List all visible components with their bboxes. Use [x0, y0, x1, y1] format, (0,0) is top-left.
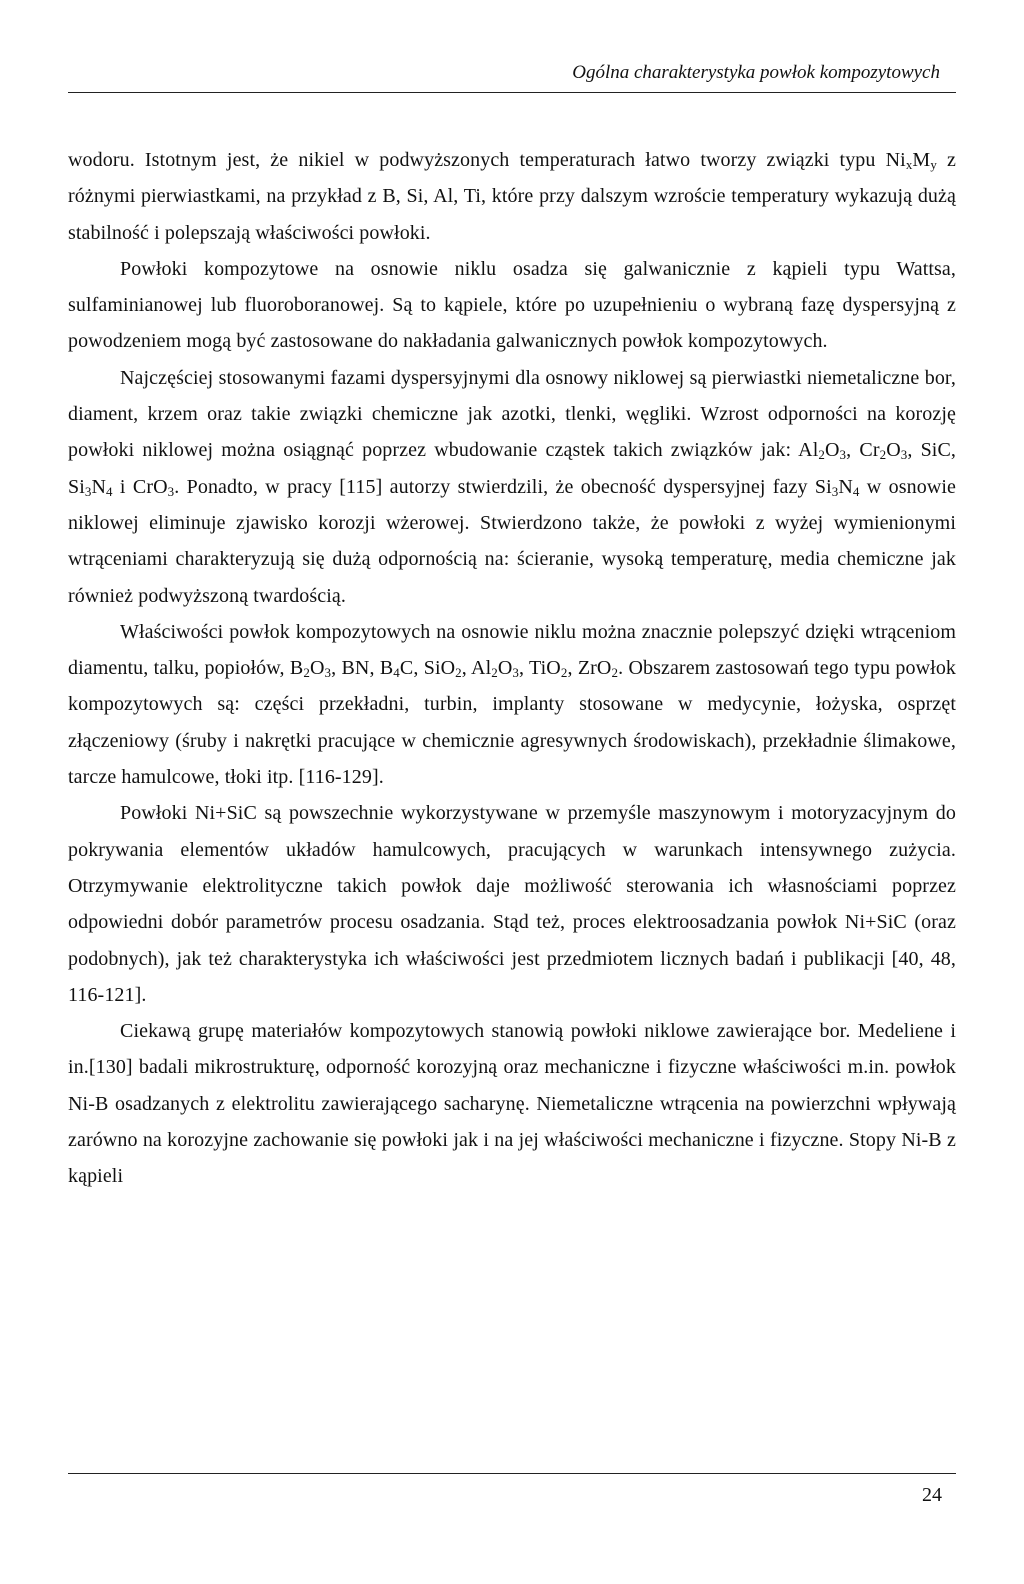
subscript: 2	[879, 447, 887, 463]
text-run: . Ponadto, w pracy [115] autorzy stwierdzili, że obecność dyspersyjnej fazy Si	[174, 475, 832, 498]
paragraph	[68, 251, 956, 360]
text-run: z różnymi pierwiastkami, na przykład z B, Si, Al, Ti, które przy dalszym wzroście temperatury wykazują dużą stabilność i polepszają właściwości powłoki.	[68, 149, 957, 244]
header-rule	[68, 92, 956, 93]
running-header: Ogólna charakterystyka powłok kompozytowych	[572, 62, 940, 83]
subscript: 3	[84, 483, 92, 499]
text-run: Powłoki kompozytowe na osnowie niklu osadza się galwanicznie z kąpieli typu Wattsa, sulfaminianowej lub fluoroboranowej. Są to kąpiele, które po uzupełnieniu o wybraną fazę dyspersyjną z powodzeniem mogą być zastosowane do nakładania galwanicznych powłok kompozytowych.	[68, 257, 956, 353]
subscript: 4	[852, 483, 860, 499]
subscript: x	[905, 157, 913, 172]
subscript: y	[930, 157, 937, 172]
text-run: . Obszarem zastosowań tego typu powłok kompozytowych są: części przekładni, turbin, implanty stosowane w medycynie, łożyska, osprzęt złączeniowy (śruby i nakrętki pracujące w chemicznie agresywnych środowiskach), przekładnie ślimakowe, tarcze hamulcowe, tłoki itp. [116-129].	[68, 657, 957, 789]
subscript: 3	[839, 447, 847, 463]
subscript: 4	[393, 665, 400, 681]
text-run: M	[912, 149, 931, 171]
text-run: O	[309, 657, 325, 680]
text-run: , TiO	[519, 657, 561, 680]
text-run: O	[886, 439, 901, 462]
text-run: N	[91, 475, 107, 498]
subscript: 2	[560, 665, 568, 681]
text-run: N	[838, 475, 853, 498]
text-run: Ciekawą grupę materiałów kompozytowych stanowią powłoki niklowe zawierające bor. Medeliene i in.[130] badali mikrostrukturę, odporność korozyjną oraz mechaniczne i fizyczne właściwości m.in. powłok Ni-B osadzanych z elektrolitu zawierającego sacharynę. Niemetaliczne wtrącenia na powierzchni wpływają zarówno na korozyjne zachowanie się powłoki jak i na jej właściwości mechaniczne i fizyczne. Stopy Ni-B z kąpieli	[68, 1020, 956, 1188]
text-run: , Cr	[846, 439, 880, 462]
text-run: C, SiO	[399, 657, 456, 680]
paragraph	[68, 1013, 956, 1194]
subscript: 4	[106, 483, 113, 499]
paragraph	[68, 360, 956, 614]
text-run: i CrO	[112, 475, 168, 498]
paragraph	[68, 142, 956, 251]
subscript: 3	[512, 665, 520, 681]
text-run: , ZrO	[567, 657, 612, 680]
text-run: Powłoki Ni+SiC są powszechnie wykorzystywane w przemyśle maszynowym i motoryzacyjnym do pokrywania elementów układów hamulcowych, pracujących w warunkach intensywnego zużycia. Otrzymywanie elektrolityczne takich powłok daje możliwość sterowania ich własnościami poprzez odpowiedni dobór parametrów procesu osadzania. Stąd też, proces elektroosadzania powłok Ni+SiC (oraz podobnych), jak też charakterystyka ich właściwości jest przedmiotem licznych badań i publikacji [40, 48, 116-121].	[68, 802, 956, 1006]
subscript: 3	[167, 483, 175, 499]
text-run: , SiC, Si	[68, 439, 956, 498]
subscript: 2	[491, 665, 498, 681]
text-run: wodoru. Istotnym jest, że nikiel w podwyższonych temperaturach łatwo tworzy związki typu Ni	[68, 149, 906, 171]
paragraph	[68, 614, 956, 795]
paragraph	[68, 795, 956, 1013]
text-run: O	[497, 657, 513, 680]
subscript: 3	[324, 665, 332, 681]
text-run: , BN, B	[331, 657, 394, 680]
text-run: Najczęściej stosowanymi fazami dyspersyjnymi dla osnowy niklowej są pierwiastki niemetaliczne bor, diament, krzem oraz takie związki chemiczne jak azotki, tlenki, węgliki. Wzrost odporności na korozję powłoki niklowej można osiągnąć poprzez wbudowanie cząstek takich związków jak: Al	[68, 366, 956, 462]
subscript: 2	[818, 447, 825, 463]
subscript: 2	[611, 665, 619, 681]
text-run: w osnowie niklowej eliminuje zjawisko korozji wżerowej. Stwierdzono także, że powłoki z wyżej wymienionymi wtrąceniami charakteryzują się dużą odpornością na: ścieranie, wysoką temperaturę, media chemiczne jak również podwyższoną twardością.	[68, 475, 956, 607]
subscript: 3	[900, 447, 908, 463]
subscript: 2	[303, 665, 310, 681]
subscript: 2	[455, 665, 462, 681]
page-number: 24	[922, 1484, 942, 1506]
text-run: O	[825, 439, 840, 462]
text-run: Właściwości powłok kompozytowych na osnowie niklu można znacznie polepszyć dzięki wtrąceniom diamentu, talku, popiołów, B	[68, 620, 956, 680]
footer-rule	[68, 1473, 956, 1474]
subscript: 3	[831, 483, 839, 499]
text-run: , Al	[461, 657, 492, 680]
main-text	[68, 142, 956, 1195]
